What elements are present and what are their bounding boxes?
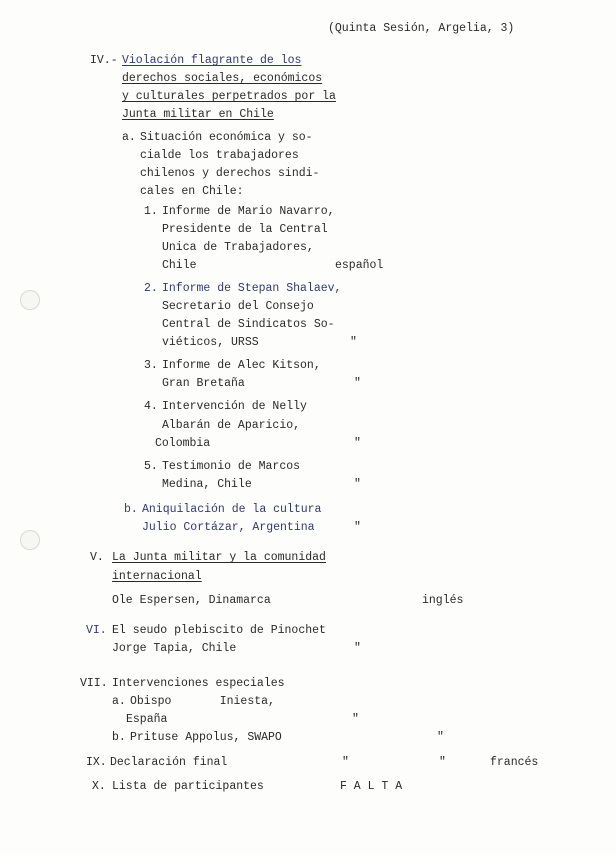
subsection-title: chilenos y derechos sindi- — [140, 167, 320, 180]
item-line: Colombia — [155, 437, 211, 450]
ditto-mark: " — [354, 377, 361, 390]
subsection-label: b. — [124, 503, 138, 516]
ditto-mark: " — [354, 642, 361, 655]
subsection-line: Aniquilación de la cultura — [142, 503, 322, 516]
item-line: Unica de Trabajadores, — [162, 241, 314, 254]
item-line: Albarán de Aparicio, — [162, 419, 301, 432]
item-number: 4. — [144, 400, 158, 413]
section-title: internacional — [112, 570, 202, 583]
section-title: Declaración final — [110, 756, 228, 769]
item-line: Informe de Alec Kitson, — [162, 359, 321, 372]
speaker: Jorge Tapia, Chile — [112, 642, 237, 655]
language-label: francés — [490, 756, 539, 769]
section-title: Violación flagrante de los — [122, 54, 302, 67]
missing-note: F A L T A — [340, 780, 403, 793]
section-number: X. — [92, 780, 106, 793]
section-number: VI. — [86, 624, 107, 637]
punch-hole — [20, 290, 40, 310]
item-number: 5. — [144, 460, 158, 473]
section-title: La Junta militar y la comunidad — [112, 551, 326, 564]
item-line: Medina, Chile — [162, 478, 252, 491]
section-number: VII. — [80, 677, 108, 690]
item-line: Testimonio de Marcos — [162, 460, 301, 473]
ditto-mark: " — [350, 336, 357, 349]
item-line: Secretario del Consejo — [162, 300, 314, 313]
section-title: Intervenciones especiales — [112, 677, 285, 690]
item-line: Presidente de la Central — [162, 223, 328, 236]
subsection-label: a. — [122, 131, 136, 144]
header: (Quinta Sesión, Argelia, 3) — [328, 22, 515, 35]
section-number: V. — [90, 551, 104, 564]
speaker: Ole Espersen, Dinamarca — [112, 594, 271, 607]
ditto-mark: " — [354, 478, 361, 491]
item-line: Intervención de Nelly — [162, 400, 307, 413]
item-line: viéticos, URSS — [162, 336, 259, 349]
ditto-mark: " — [342, 756, 349, 769]
item-line: Informe de Mario Navarro, — [162, 205, 335, 218]
ditto-mark: " — [352, 713, 359, 726]
section-number: IV.- — [90, 54, 118, 67]
item-line: Informe de Stepan Shalaev, — [162, 282, 342, 295]
item-line: Chile — [162, 259, 197, 272]
ditto-mark: " — [437, 731, 444, 744]
item-line: Central de Sindicatos So- — [162, 318, 335, 331]
subsection-line: Obispo Iniesta, — [130, 695, 275, 708]
item-number: 3. — [144, 359, 158, 372]
language-label: inglés — [422, 594, 464, 607]
punch-hole — [20, 530, 40, 550]
section-number: IX. — [86, 756, 107, 769]
item-number: 1. — [144, 205, 158, 218]
ditto-mark: " — [354, 521, 361, 534]
ditto-mark: " — [439, 756, 446, 769]
subsection-line: Prituse Appolus, SWAPO — [130, 731, 282, 744]
subsection-label: a. — [112, 695, 126, 708]
item-line: Gran Bretaña — [162, 377, 245, 390]
subsection-label: b. — [112, 731, 126, 744]
ditto-mark: " — [354, 437, 361, 450]
section-title: El seudo plebiscito de Pinochet — [112, 624, 326, 637]
section-title: y culturales perpetrados por la — [122, 90, 336, 103]
section-title: derechos sociales, económicos — [122, 72, 323, 85]
subsection-title: Situación económica y so- — [140, 131, 313, 144]
subsection-title: cales en Chile: — [140, 185, 244, 198]
subsection-line: Julio Cortázar, Argentina — [142, 521, 315, 534]
subsection-title: cialde los trabajadores — [140, 149, 299, 162]
item-number: 2. — [144, 282, 158, 295]
language-label: español — [335, 259, 384, 272]
section-title: Lista de participantes — [112, 780, 264, 793]
section-title: Junta militar en Chile — [122, 108, 274, 121]
subsection-line: España — [126, 713, 168, 726]
